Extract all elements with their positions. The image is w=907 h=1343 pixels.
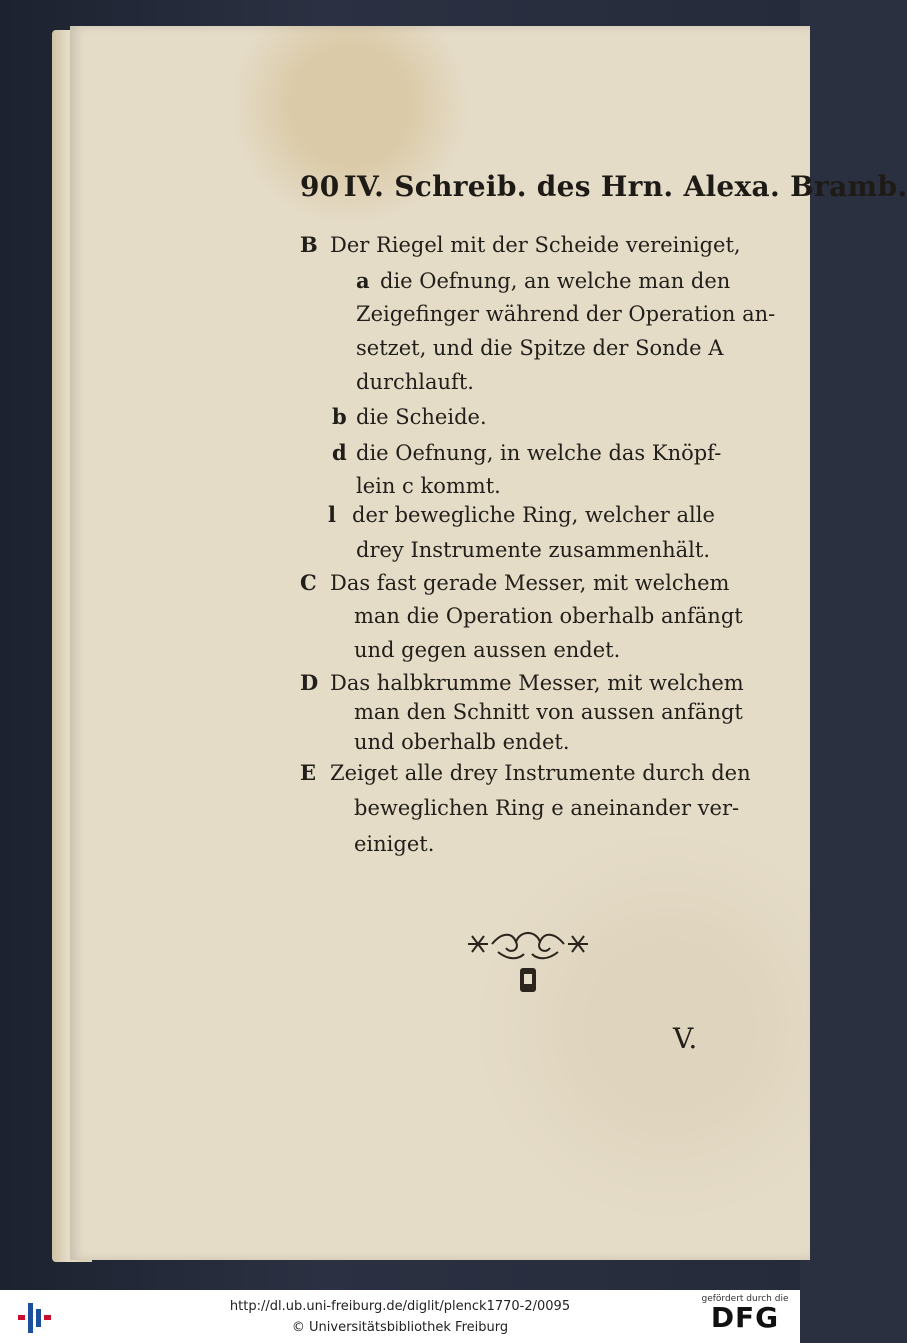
entry-b-line-1: b die Scheide. [332,404,487,429]
entry-label: B [300,232,318,257]
entry-D-line-2: man den Schnitt von aussen anfängt [354,700,743,724]
entry-l-line-2: drey Instrumente zusammenhält. [356,538,710,562]
entry-l-line-1: l der bewegliche Ring, welcher alle [328,502,715,527]
entry-label: D [300,670,319,695]
entry-C-line-2: man die Operation oberhalb anfängt [354,604,743,628]
entry-E-line-3: einiget. [354,832,435,856]
entry-d-line-2: lein c kommt. [356,474,501,498]
copyright-notice: © Universitätsbibliothek Freiburg [291,1320,509,1335]
entry-a-line-3: setzet, und die Spitze der Sonde A [356,336,724,360]
permalink-url[interactable]: http://dl.ub.uni-freiburg.de/diglit/plenck1770-2/0095 [229,1299,571,1314]
running-head [300,170,907,203]
entry-D-line-3: und oberhalb endet. [354,730,570,754]
funder-caption: gefördert durch die [701,1294,789,1304]
entry-a-line-1: a die Oefnung, an welche man den [356,268,731,293]
entry-a-line-2: Zeigefinger während der Operation an- [356,302,776,326]
entry-C-line-3: und gegen aussen endet. [354,638,621,662]
entry-a-line-4: durchlauft. [356,370,474,394]
entry-d-line-1: d die Oefnung, in welche das Knöpf- [332,440,722,465]
entry-B-line-1: B Der Riegel mit der Scheide vereiniget, [300,232,741,257]
page-number: 90 [300,170,340,203]
dfg-funder-logo [700,1294,790,1332]
entry-label: l [328,502,336,527]
entry-label: d [332,440,347,465]
entry-label: b [332,404,347,429]
entry-E-line-1: E Zeiget alle drey Instrumente durch den [300,760,751,785]
dfg-logo-text: DFG [710,1301,780,1334]
printers-ornament [458,920,598,1000]
running-title: IV. Schreib. des Hrn. Alexa. Bramb. [343,170,907,203]
entry-label: a [356,268,370,293]
entry-label: E [300,760,317,785]
entry-E-line-2: beweglichen Ring e aneinander ver- [354,796,740,820]
catchword: V. [673,1022,698,1055]
viewer-footer [0,1290,800,1343]
entry-label: C [300,570,317,595]
entry-C-line-1: C Das fast gerade Messer, mit welchem [300,570,730,595]
entry-D-line-1: D Das halbkrumme Messer, mit welchem [300,670,744,695]
